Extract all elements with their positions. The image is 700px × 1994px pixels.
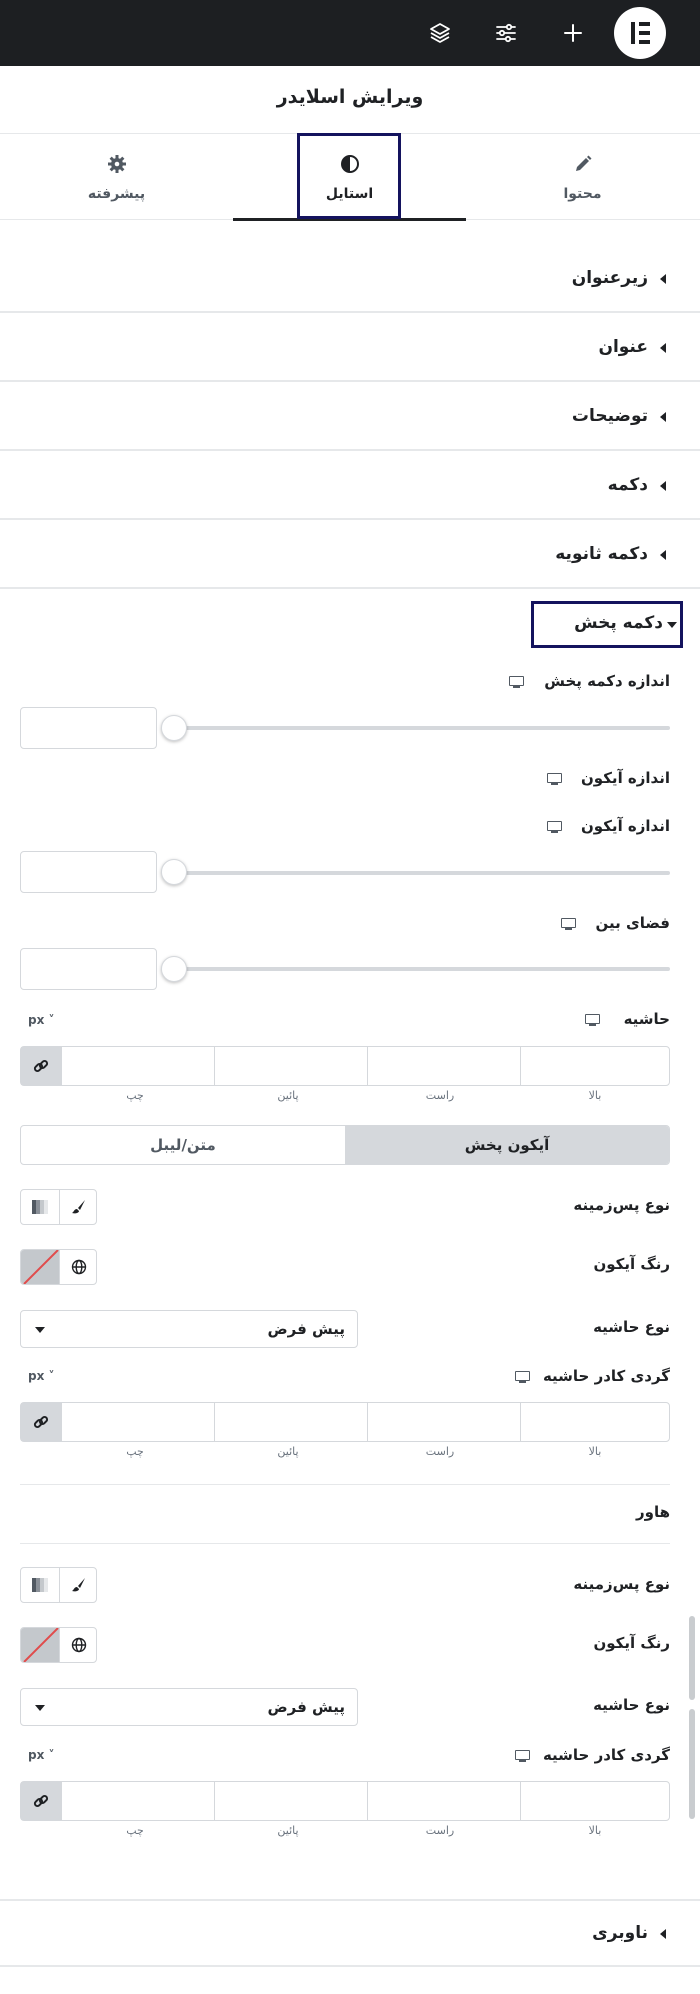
brush-icon[interactable]: [60, 1568, 98, 1602]
caret-icon: [660, 412, 666, 422]
hover-radius-right-input[interactable]: [367, 1782, 520, 1820]
dim-label-bottom: پائین: [277, 1445, 299, 1458]
section-subtitle-label: زیرعنوان: [571, 268, 648, 288]
desktop-icon[interactable]: [509, 676, 524, 688]
radius-left-input[interactable]: [61, 1403, 214, 1441]
brush-icon[interactable]: [60, 1190, 98, 1224]
hover-radius-top-input[interactable]: [520, 1782, 670, 1820]
play-button-size-slider-handle[interactable]: [161, 715, 187, 741]
globe-icon[interactable]: [59, 1628, 97, 1662]
color-swatch[interactable]: [21, 1628, 59, 1662]
dim-label-right: راست: [425, 1089, 455, 1102]
hover-icon-color-label: رنگ آیکون: [593, 1634, 670, 1652]
desktop-icon[interactable]: [547, 821, 562, 833]
border-label: حاشیه: [623, 1010, 670, 1028]
style-tab-highlight: [297, 133, 401, 219]
tab-advanced[interactable]: [0, 134, 233, 220]
section-subtitle[interactable]: [0, 244, 700, 313]
panel-title: ویرایش اسلایدر: [276, 86, 424, 108]
dim-label-bottom: پائین: [277, 1824, 299, 1837]
gradient-icon[interactable]: [21, 1568, 59, 1602]
play-button-size-input[interactable]: [20, 707, 157, 749]
radius-bottom-input[interactable]: [214, 1403, 367, 1441]
border-type-value: پیش فرض: [267, 1320, 345, 1338]
radius-right-input[interactable]: [367, 1403, 520, 1441]
border-top-input[interactable]: [520, 1047, 670, 1085]
bg-type-label: نوع پس‌زمینه: [573, 1196, 670, 1214]
border-type-label: نوع حاشیه: [593, 1318, 670, 1336]
hover-border-radius-dimensions: [20, 1781, 670, 1821]
globe-icon[interactable]: [59, 1250, 97, 1284]
section-title[interactable]: [0, 313, 700, 382]
color-swatch[interactable]: [21, 1250, 59, 1284]
hover-icon-color-picker[interactable]: [20, 1627, 97, 1663]
desktop-icon[interactable]: [515, 1371, 530, 1383]
switch-play-icon[interactable]: آیکون پخش: [345, 1126, 669, 1164]
tab-content-label: محتوا: [563, 186, 602, 202]
border-bottom-input[interactable]: [214, 1047, 367, 1085]
top-bar: [0, 0, 700, 66]
link-icon[interactable]: [21, 1047, 61, 1085]
chevron-down-icon: [35, 1327, 45, 1333]
icon-size-label-2: اندازه آیکون: [581, 817, 670, 835]
section-description[interactable]: [0, 382, 700, 451]
panel-header: [0, 66, 700, 134]
caret-icon: [660, 343, 666, 353]
dim-label-top: بالا: [588, 1445, 602, 1458]
hover-border-type-label: نوع حاشیه: [593, 1696, 670, 1714]
section-button[interactable]: [0, 451, 700, 520]
hover-heading: هاور: [636, 1503, 670, 1521]
section-button-label: دکمه: [607, 475, 648, 495]
plus-icon[interactable]: [558, 18, 588, 48]
divider: [20, 1543, 670, 1544]
dim-label-top: بالا: [588, 1824, 602, 1837]
divider: [20, 1484, 670, 1485]
icon-size-slider[interactable]: [172, 871, 670, 875]
link-icon[interactable]: [21, 1403, 61, 1441]
tab-advanced-label: پیشرفته: [87, 186, 146, 202]
section-secondary-button-label: دکمه ثانویه: [555, 544, 648, 564]
gear-icon: [105, 152, 129, 176]
desktop-icon[interactable]: [561, 918, 576, 930]
pencil-icon: [571, 152, 595, 176]
caret-icon: [660, 550, 666, 560]
gap-input[interactable]: [20, 948, 157, 990]
unit-selector[interactable]: px ˅: [28, 1013, 55, 1027]
section-secondary-button[interactable]: [0, 520, 700, 589]
gap-slider-handle[interactable]: [161, 956, 187, 982]
dim-label-left: چپ: [126, 1824, 144, 1837]
unit-selector[interactable]: px ˅: [28, 1369, 55, 1383]
caret-icon: [660, 481, 666, 491]
hover-border-type-value: پیش فرض: [267, 1698, 345, 1716]
scrollbar-thumb-lower[interactable]: [689, 1709, 695, 1819]
unit-selector[interactable]: px ˅: [28, 1748, 55, 1762]
hover-border-radius-label: گردی کادر حاشیه: [542, 1746, 670, 1764]
dim-label-top: بالا: [588, 1089, 602, 1102]
border-right-input[interactable]: [367, 1047, 520, 1085]
play-button-highlight: [531, 601, 683, 648]
scrollbar-thumb[interactable]: [689, 1616, 695, 1700]
hover-radius-bottom-input[interactable]: [214, 1782, 367, 1820]
tab-content[interactable]: [466, 134, 699, 220]
tab-style-label: استایل: [325, 186, 374, 202]
icon-color-picker[interactable]: [20, 1249, 97, 1285]
border-type-select[interactable]: [20, 1310, 358, 1348]
icon-size-input[interactable]: [20, 851, 157, 893]
dim-label-right: راست: [425, 1445, 455, 1458]
sliders-icon[interactable]: [491, 18, 521, 48]
gap-label: فضای بین: [595, 914, 670, 932]
dim-label-left: چپ: [126, 1089, 144, 1102]
icon-size-slider-handle[interactable]: [161, 859, 187, 885]
border-left-input[interactable]: [61, 1047, 214, 1085]
icon-size-label: اندازه آیکون: [581, 769, 670, 787]
section-title-label: عنوان: [598, 337, 648, 357]
section-play-button-label: دکمه پخش: [574, 613, 663, 633]
border-radius-label: گردی کادر حاشیه: [542, 1367, 670, 1385]
border-radius-dimensions: [20, 1402, 670, 1442]
play-button-size-slider[interactable]: [172, 726, 670, 730]
link-icon[interactable]: [21, 1782, 61, 1820]
play-button-size-label: اندازه دکمه پخش: [544, 672, 670, 690]
hover-bg-type-chooser: [20, 1567, 97, 1603]
hover-bg-type-label: نوع پس‌زمینه: [573, 1575, 670, 1593]
section-navigation[interactable]: [0, 1901, 700, 1967]
chevron-down-icon: [35, 1705, 45, 1711]
switch-text-label[interactable]: متن/لیبل: [150, 1136, 216, 1154]
layers-icon[interactable]: [425, 18, 455, 48]
play-icon-text-switcher: [20, 1125, 670, 1165]
hover-border-type-select[interactable]: [20, 1688, 358, 1726]
hover-radius-left-input[interactable]: [61, 1782, 214, 1820]
caret-icon: [660, 1929, 666, 1939]
dim-label-left: چپ: [126, 1445, 144, 1458]
radius-top-input[interactable]: [520, 1403, 670, 1441]
gap-slider[interactable]: [172, 967, 670, 971]
bg-type-chooser: [20, 1189, 97, 1225]
caret-icon: [660, 274, 666, 284]
desktop-icon[interactable]: [547, 773, 562, 785]
desktop-icon[interactable]: [515, 1750, 530, 1762]
section-description-label: توضیحات: [571, 406, 648, 426]
desktop-icon[interactable]: [585, 1014, 600, 1026]
gradient-icon[interactable]: [21, 1190, 59, 1224]
icon-color-label: رنگ آیکون: [593, 1255, 670, 1273]
border-dimensions: [20, 1046, 670, 1086]
dim-label-right: راست: [425, 1824, 455, 1837]
dim-label-bottom: پائین: [277, 1089, 299, 1102]
section-navigation-label: ناوبری: [592, 1923, 648, 1943]
elementor-logo[interactable]: [614, 7, 666, 59]
